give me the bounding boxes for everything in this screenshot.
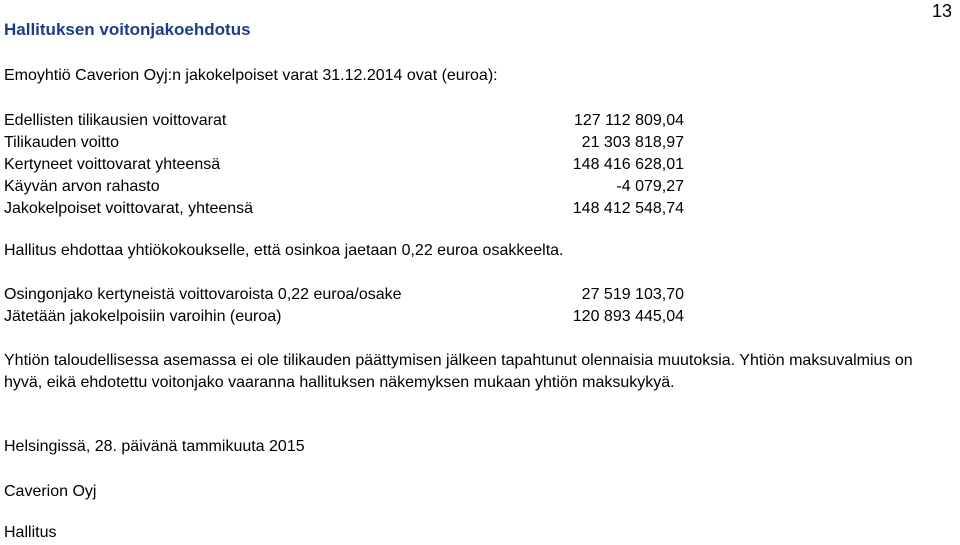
dividend-proposal-text: Hallitus ehdottaa yhtiökokoukselle, että osinkoa jaetaan 0,22 euroa osakkeelta. xyxy=(4,242,564,259)
financial-statement-paragraph: Yhtiön taloudellisessa asemassa ei ole tilikauden päättymisen jälkeen tapahtunut olennaisia muutoksia. Yhtiön maksuvalmius on hyvä, eikä ehdotettu voitonjako vaaranna hallituksen näkemyksen mukaan yhtiön maksukykyä. xyxy=(4,352,913,391)
distributable-funds-table xyxy=(4,110,684,220)
row-label: Kertyneet voittovarat yhteensä xyxy=(4,156,221,173)
row-label: Edellisten tilikausien voittovarat xyxy=(4,112,227,129)
row-label: Jätetään jakokelpoisiin varoihin (euroa) xyxy=(4,308,282,325)
row-label: Jakokelpoiset voittovarat, yhteensä xyxy=(4,200,254,217)
dividend-table xyxy=(4,284,684,328)
row-value: 127 112 809,04 xyxy=(573,112,684,129)
company-name: Caverion Oyj xyxy=(4,483,97,500)
row-label: Käyvän arvon rahasto xyxy=(4,178,160,195)
row-value: 148 416 628,01 xyxy=(572,156,684,173)
row-label: Osingonjako kertyneistä voittovaroista 0,22 euroa/osake xyxy=(4,286,402,303)
place-and-date: Helsingissä, 28. päivänä tammikuuta 2015 xyxy=(4,438,305,455)
row-value: 27 519 103,70 xyxy=(581,286,684,303)
table-row xyxy=(4,132,684,154)
table-row xyxy=(4,154,684,176)
table-row xyxy=(4,284,684,306)
row-value: 21 303 818,97 xyxy=(581,134,684,151)
table-row xyxy=(4,176,684,198)
row-value: 148 412 548,74 xyxy=(572,200,684,217)
row-value: 120 893 445,04 xyxy=(572,308,684,325)
row-label: Tilikauden voitto xyxy=(4,134,120,151)
page-number: 13 xyxy=(931,1,952,21)
page-title: Hallituksen voitonjakoehdotus xyxy=(4,20,251,39)
board-signature-label: Hallitus xyxy=(4,524,57,541)
row-value: -4 079,27 xyxy=(616,178,684,195)
table-row xyxy=(4,198,684,220)
intro-text: Emoyhtiö Caverion Oyj:n jakokelpoiset varat 31.12.2014 ovat (euroa): xyxy=(4,67,498,84)
table-row xyxy=(4,110,684,132)
table-row xyxy=(4,306,684,328)
